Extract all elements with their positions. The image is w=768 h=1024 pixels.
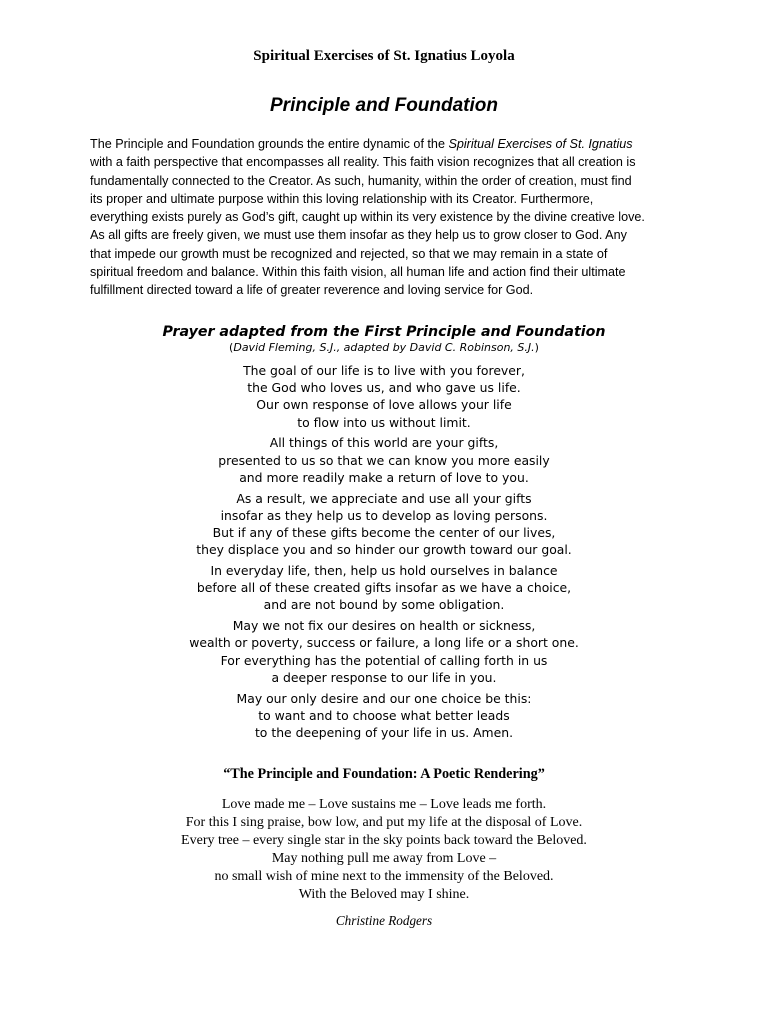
intro-line: fundamentally connected to the Creator. As such, humanity, within the order of creation, must find [90, 173, 632, 188]
intro-line: The Principle and Foundation grounds the entire dynamic of the Spiritual Exercises of St. Ignatius [90, 137, 633, 151]
prayer-line: All things of this world are your gifts, [269, 435, 499, 451]
prayer-attribution: (David Fleming, S.J., adapted by David C. Robinson, S.J.) [229, 341, 539, 354]
prayer-line: presented to us so that we can know you more easily [218, 452, 550, 468]
prayer-line: As a result, we appreciate and use all your gifts [236, 490, 532, 506]
poem-line: no small wish of mine next to the immensity of the Beloved. [214, 869, 554, 884]
prayer-line: The goal of our life is to live with you forever, [243, 363, 525, 378]
intro-line: its proper and ultimate purpose within this loving relationship with its Creator. Furthermore, [90, 191, 594, 206]
prayer-heading: Prayer adapted from the First Principle and Foundation [162, 324, 606, 340]
prayer-line: to the deepening of your life in us. Amen. [254, 725, 514, 741]
prayer-line: For everything has the potential of calling forth in us [220, 652, 548, 668]
intro-emphasis: Spiritual Exercises of St. Ignatius [448, 137, 633, 151]
poem-line: Love made me – Love sustains me – Love leads me forth. [221, 797, 547, 812]
intro-line: As all gifts are freely given, we must use them insofar as they help us to grow closer to God. Any [90, 228, 627, 243]
prayer-line: May we not fix our desires on health or sickness, [232, 618, 536, 634]
intro-line: with a faith perspective that encompasses all reality. This faith vision recognizes that all creation is [90, 155, 636, 170]
intro-paragraph [90, 135, 680, 300]
prayer-line: In everyday life, then, help us hold ourselves in balance [210, 563, 558, 579]
intro-line: that impede our growth must be recognized and rejected, so that we may remain in a state of [90, 246, 608, 261]
prayer-line: before all of these created gifts insofar as we have a choice, [196, 580, 572, 596]
prayer-stanza [0, 362, 768, 431]
poem-line: For this I sing praise, bow low, and put my life at the disposal of Love. [185, 815, 583, 830]
prayer-stanza [0, 490, 768, 559]
prayer-line: May our only desire and our one choice be this: [236, 690, 532, 706]
prayer-line: and are not bound by some obligation. [263, 597, 505, 613]
prayer-stanza [0, 434, 768, 486]
prayer-line: wealth or poverty, success or failure, a long life or a short one. [189, 635, 579, 651]
prayer-line: the God who loves us, and who gave us life. [247, 380, 521, 396]
poem-line: With the Beloved may I shine. [298, 887, 470, 902]
prayer-line: and more readily make a return of love to you. [239, 469, 529, 485]
prayer-body [0, 362, 768, 745]
prayer-attribution-text: David Fleming, S.J., adapted by David C. Robinson, S.J. [233, 341, 535, 354]
document-header: Spiritual Exercises of St. Ignatius Loyola [253, 48, 515, 64]
prayer-line: they displace you and so hinder our growth toward our goal. [196, 542, 572, 558]
prayer-stanza [0, 617, 768, 686]
poem-body [0, 796, 768, 904]
prayer-line: a deeper response to our life in you. [271, 669, 497, 685]
page-title: Principle and Foundation [270, 95, 498, 116]
poem-author: Christine Rodgers [335, 913, 433, 928]
poem-heading: “The Principle and Foundation: A Poetic Rendering” [223, 766, 545, 782]
prayer-line: But if any of these gifts become the center of our lives, [212, 525, 556, 541]
prayer-line: insofar as they help us to develop as loving persons. [220, 507, 548, 523]
prayer-stanza [0, 690, 768, 742]
intro-line: fulfillment directed toward a life of greater reverence and loving service for God. [90, 283, 534, 298]
poem-line: May nothing pull me away from Love – [271, 851, 497, 866]
prayer-line: to want and to choose what better leads [258, 707, 510, 723]
prayer-line: Our own response of love allows your life [256, 397, 512, 413]
intro-line: spiritual freedom and balance. Within this faith vision, all human life and action find their ultimate [90, 265, 626, 280]
intro-line: everything exists purely as God’s gift, caught up within its very existence by the divine creative love. [90, 210, 645, 225]
prayer-stanza [0, 562, 768, 614]
poem-line: Every tree – every single star in the sky points back toward the Beloved. [181, 833, 587, 848]
prayer-line: to flow into us without limit. [297, 414, 471, 430]
